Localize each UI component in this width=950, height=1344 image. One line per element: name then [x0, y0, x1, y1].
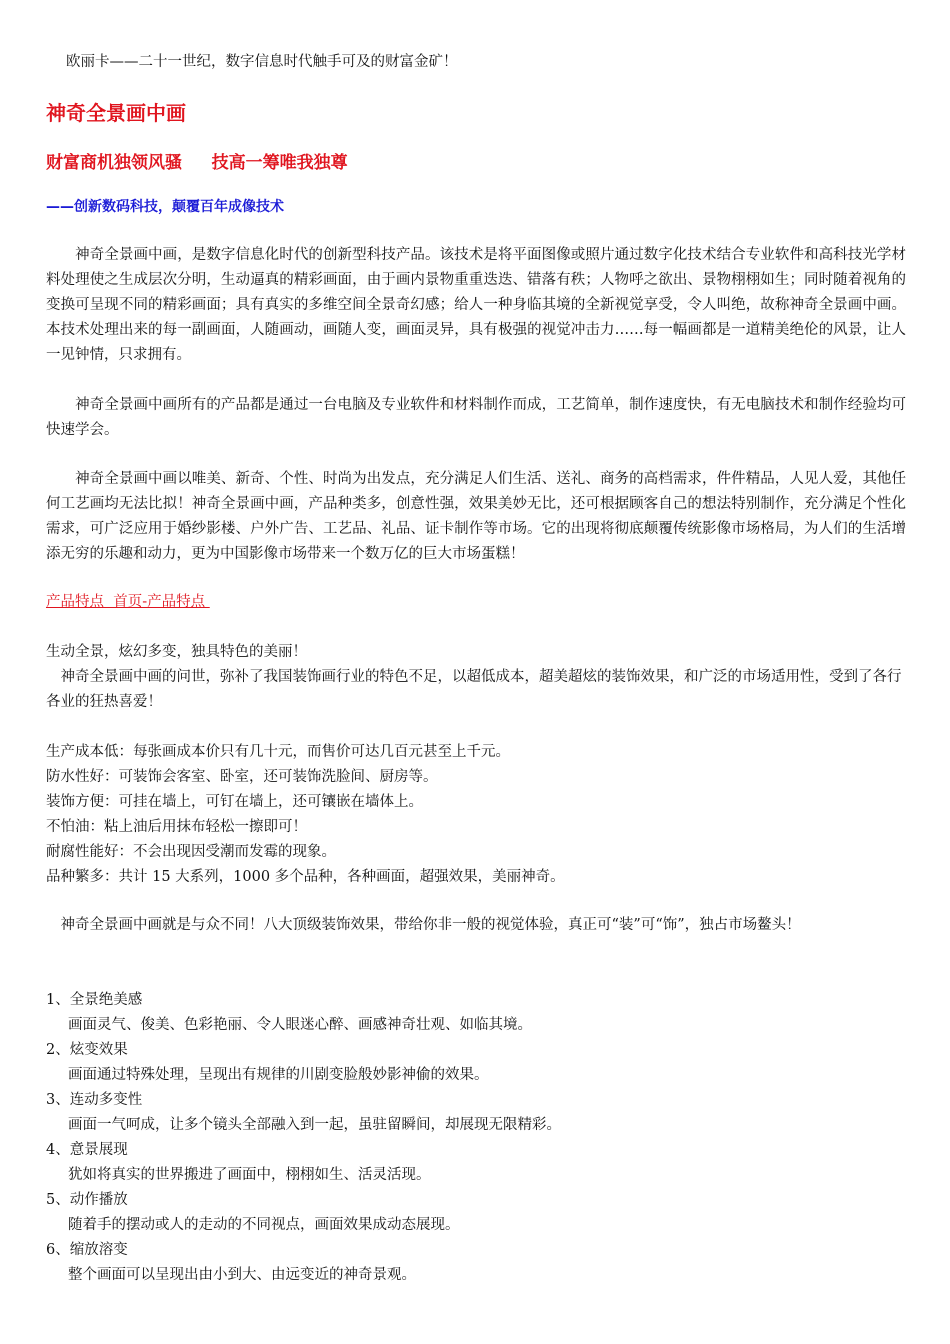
effect-desc: 整个画面可以呈现出由小到大、由远变近的神奇景观。 [68, 1267, 416, 1283]
intro-paragraph: 神奇全景画中画，是数字信息化时代的创新型科技产品。该技术是将平面图像或照片通过数字化技术结合专业软件和高科技光学材料处理使之生成层次分明，生动逼真的精彩画面，由于画内景物重重迭迭、错落有秩；人物呼之欲出、景物栩栩如生；同时随着视角的变换可呈现不同的精彩画面；具有真实的多维空间全景奇幻感；给人一种身临其境的全新视觉享受，令人叫绝，故称神奇全景画中画。本技术处理出来的每一副画面，人随画动，画随人变，画面灵异，具有极强的视觉冲击力……每一幅画都是一道精美绝伦的风景，让人一见钟情，只求拥有。 [46, 247, 906, 363]
effect-title: 3、连动多变性 [46, 1092, 143, 1108]
effect-title: 1、全景绝美感 [46, 992, 143, 1008]
effect-title: 4、意景展现 [46, 1142, 128, 1158]
effect-desc: 犹如将真实的世界搬进了画面中，栩栩如生、活灵活现。 [68, 1167, 431, 1183]
market-paragraph: 神奇全景画中画以唯美、新奇、个性、时尚为出发点，充分满足人们生活、送礼、商务的高档需求，件件精品，人见人爱，其他任何工艺画均无法比拟！神奇全景画中画，产品种类多，创意性强，效果美妙无比，还可根据顾客自己的想法特别制作，充分满足个性化需求，可广泛应用于婚纱影楼、户外广告、工艺品、礼品、证卡制作等市场。它的出现将彻底颠覆传统影像市场格局，为人们的生活增添无穷的乐趣和动力，更为中国影像市场带来一个数万亿的巨大市场蛋糕！ [46, 471, 906, 562]
tagline: 欧丽卡——二十一世纪，数字信息时代触手可及的财富金矿！ [66, 54, 458, 70]
page-title: 神奇全景画中画 [46, 101, 186, 125]
features-intro: 神奇全景画中画的问世，弥补了我国装饰画行业的特色不足，以超低成本，超美超炫的装饰效果，和广泛的市场适用性，受到了各行各业的狂热喜爱！ [46, 669, 902, 710]
spec-item: 不怕油：粘上油后用抹布轻松一擦即可！ [46, 819, 307, 835]
effects-list [46, 988, 906, 1288]
red-subtitle: 财富商机独领风骚 技高一筹唯我独尊 [46, 153, 348, 173]
spec-item: 耐腐性能好：不会出现因受潮而发霉的现象。 [46, 844, 336, 860]
features-heading: 生动全景，炫幻多变，独具特色的美丽！ [46, 644, 307, 660]
spec-item: 品种繁多：共计 15 大系列，1000 多个品种，各种画面，超强效果，美丽神奇。 [46, 869, 565, 885]
product-features-link[interactable]: 产品特点 首页-产品特点 [46, 594, 210, 610]
effect-desc: 随着手的摆动或人的走动的不同视点，画面效果成动态展现。 [68, 1217, 460, 1233]
effect-title: 2、炫变效果 [46, 1042, 128, 1058]
effects-intro: 神奇全景画中画就是与众不同！八大顶级装饰效果，带给你非一般的视觉体验，真正可“装”可“饰”，独占市场鳌头！ [46, 917, 801, 933]
production-paragraph: 神奇全景画中画所有的产品都是通过一台电脑及专业软件和材料制作而成，工艺简单，制作速度快，有无电脑技术和制作经验均可快速学会。 [46, 397, 906, 438]
specs-list [46, 740, 906, 890]
spec-item: 防水性好：可装饰会客室、卧室，还可装饰洗脸间、厨房等。 [46, 769, 438, 785]
effect-desc: 画面灵气、俊美、色彩艳丽、令人眼迷心醉、画感神奇壮观、如临其境。 [68, 1017, 532, 1033]
spec-item: 装饰方便：可挂在墙上，可钉在墙上，还可镶嵌在墙体上。 [46, 794, 423, 810]
effect-title: 6、缩放溶变 [46, 1242, 128, 1258]
effect-title: 5、动作播放 [46, 1192, 128, 1208]
spec-item: 生产成本低：每张画成本价只有几十元，而售价可达几百元甚至上千元。 [46, 744, 510, 760]
effect-desc: 画面通过特殊处理，呈现出有规律的川剧变脸般妙影神偷的效果。 [68, 1067, 489, 1083]
effect-desc: 画面一气呵成，让多个镜头全部融入到一起，虽驻留瞬间，却展现无限精彩。 [68, 1117, 561, 1133]
features-section [46, 640, 906, 715]
blue-subtitle: ——创新数码科技，颠覆百年成像技术 [46, 199, 284, 215]
